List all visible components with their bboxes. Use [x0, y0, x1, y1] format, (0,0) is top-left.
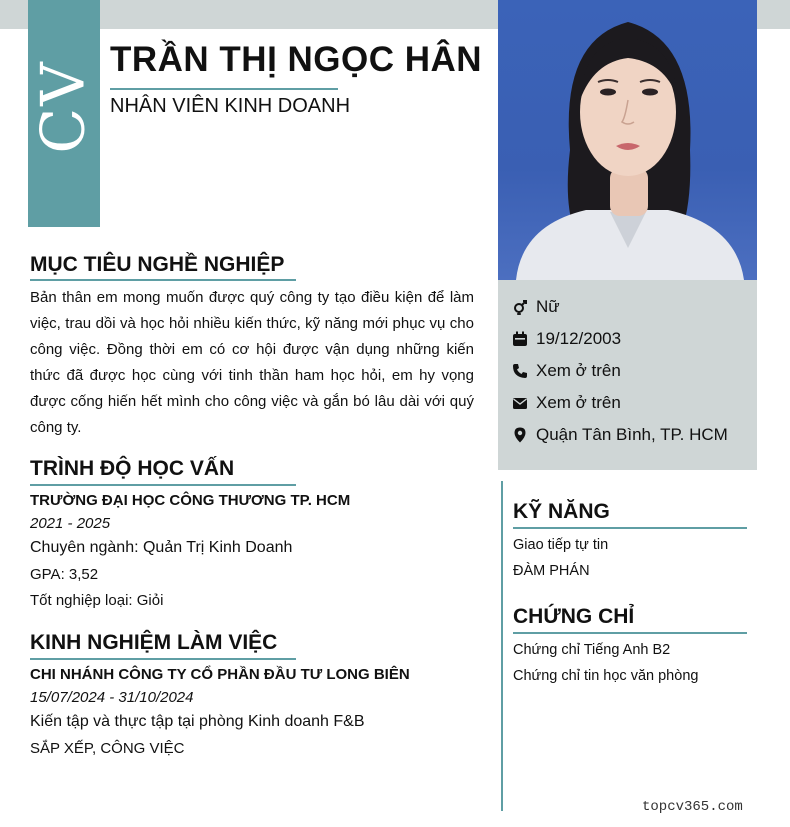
right-column-divider — [501, 481, 503, 811]
location-pin-icon — [512, 427, 528, 443]
certificate-item: Chứng chỉ Tiếng Anh B2 — [513, 642, 671, 658]
education-grade: Tốt nghiệp loại: Giỏi — [30, 592, 164, 609]
experience-heading: KINH NGHIỆM LÀM VIỆC — [30, 631, 278, 654]
portrait-illustration — [498, 0, 757, 280]
skill-item: ĐÀM PHÁN — [513, 563, 590, 579]
contact-dob — [512, 329, 621, 349]
experience-company: CHI NHÁNH CÔNG TY CỔ PHẦN ĐẦU TƯ LONG BIÊN — [30, 666, 410, 683]
site-watermark: topcv365.com — [642, 799, 743, 815]
name-underline — [110, 88, 338, 90]
education-school: TRƯỜNG ĐẠI HỌC CÔNG THƯƠNG TP. HCM — [30, 492, 351, 509]
contact-email-text: Xem ở trên — [536, 393, 621, 412]
profile-photo — [498, 0, 757, 280]
contact-gender-text: Nữ — [536, 297, 560, 316]
candidate-name: TRẦN THỊ NGỌC HÂN — [110, 40, 483, 79]
education-period: 2021 - 2025 — [30, 515, 111, 532]
experience-detail: SẮP XẾP, CÔNG VIỆC — [30, 740, 185, 757]
education-heading: TRÌNH ĐỘ HỌC VẤN — [30, 457, 235, 480]
certificates-underline — [513, 632, 747, 634]
contact-email — [512, 393, 621, 413]
education-major: Chuyên ngành: Quản Trị Kinh Doanh — [30, 539, 293, 556]
contact-gender — [512, 297, 560, 317]
phone-icon — [512, 363, 528, 379]
experience-role: Kiến tập và thực tập tại phòng Kinh doanh F&B — [30, 713, 365, 730]
contact-phone-text: Xem ở trên — [536, 361, 621, 380]
skill-item: Giao tiếp tự tin — [513, 537, 609, 553]
cv-mark-text: CV — [29, 59, 99, 154]
contact-panel — [498, 280, 757, 470]
objective-text: Bản thân em mong muốn được quý công ty tạo điều kiện để làm việc, trau dồi và học hỏi nhiều kiến thức, kỹ năng mới phục vụ cho công việc. Đồng thời em có cơ hội được vận dụng những kiến thức đã được học cùng với tinh thần ham học hỏi, em hy vọng được cống hiến hết mình cho công việc và gắn bó lâu dài với quý công ty. — [30, 289, 474, 436]
contact-address-text: Quận Tân Bình, TP. HCM — [536, 425, 728, 444]
contact-dob-text: 19/12/2003 — [536, 329, 622, 348]
education-gpa: GPA: 3,52 — [30, 566, 99, 583]
envelope-icon — [512, 395, 528, 411]
cv-mark — [28, 0, 100, 227]
skills-underline — [513, 527, 747, 529]
objective-heading: MỤC TIÊU NGHỀ NGHIỆP — [30, 253, 285, 276]
certificate-item: Chứng chỉ tin học văn phòng — [513, 668, 699, 684]
skills-heading: KỸ NĂNG — [513, 500, 610, 523]
job-title: NHÂN VIÊN KINH DOANH — [110, 95, 351, 117]
contact-phone — [512, 361, 621, 381]
experience-period: 15/07/2024 - 31/10/2024 — [30, 689, 194, 706]
experience-underline — [30, 658, 296, 660]
education-underline — [30, 484, 296, 486]
gender-icon — [512, 299, 528, 315]
contact-address — [512, 425, 728, 445]
certificates-heading: CHỨNG CHỈ — [513, 605, 635, 628]
calendar-icon — [512, 331, 528, 347]
objective-underline — [30, 279, 296, 281]
